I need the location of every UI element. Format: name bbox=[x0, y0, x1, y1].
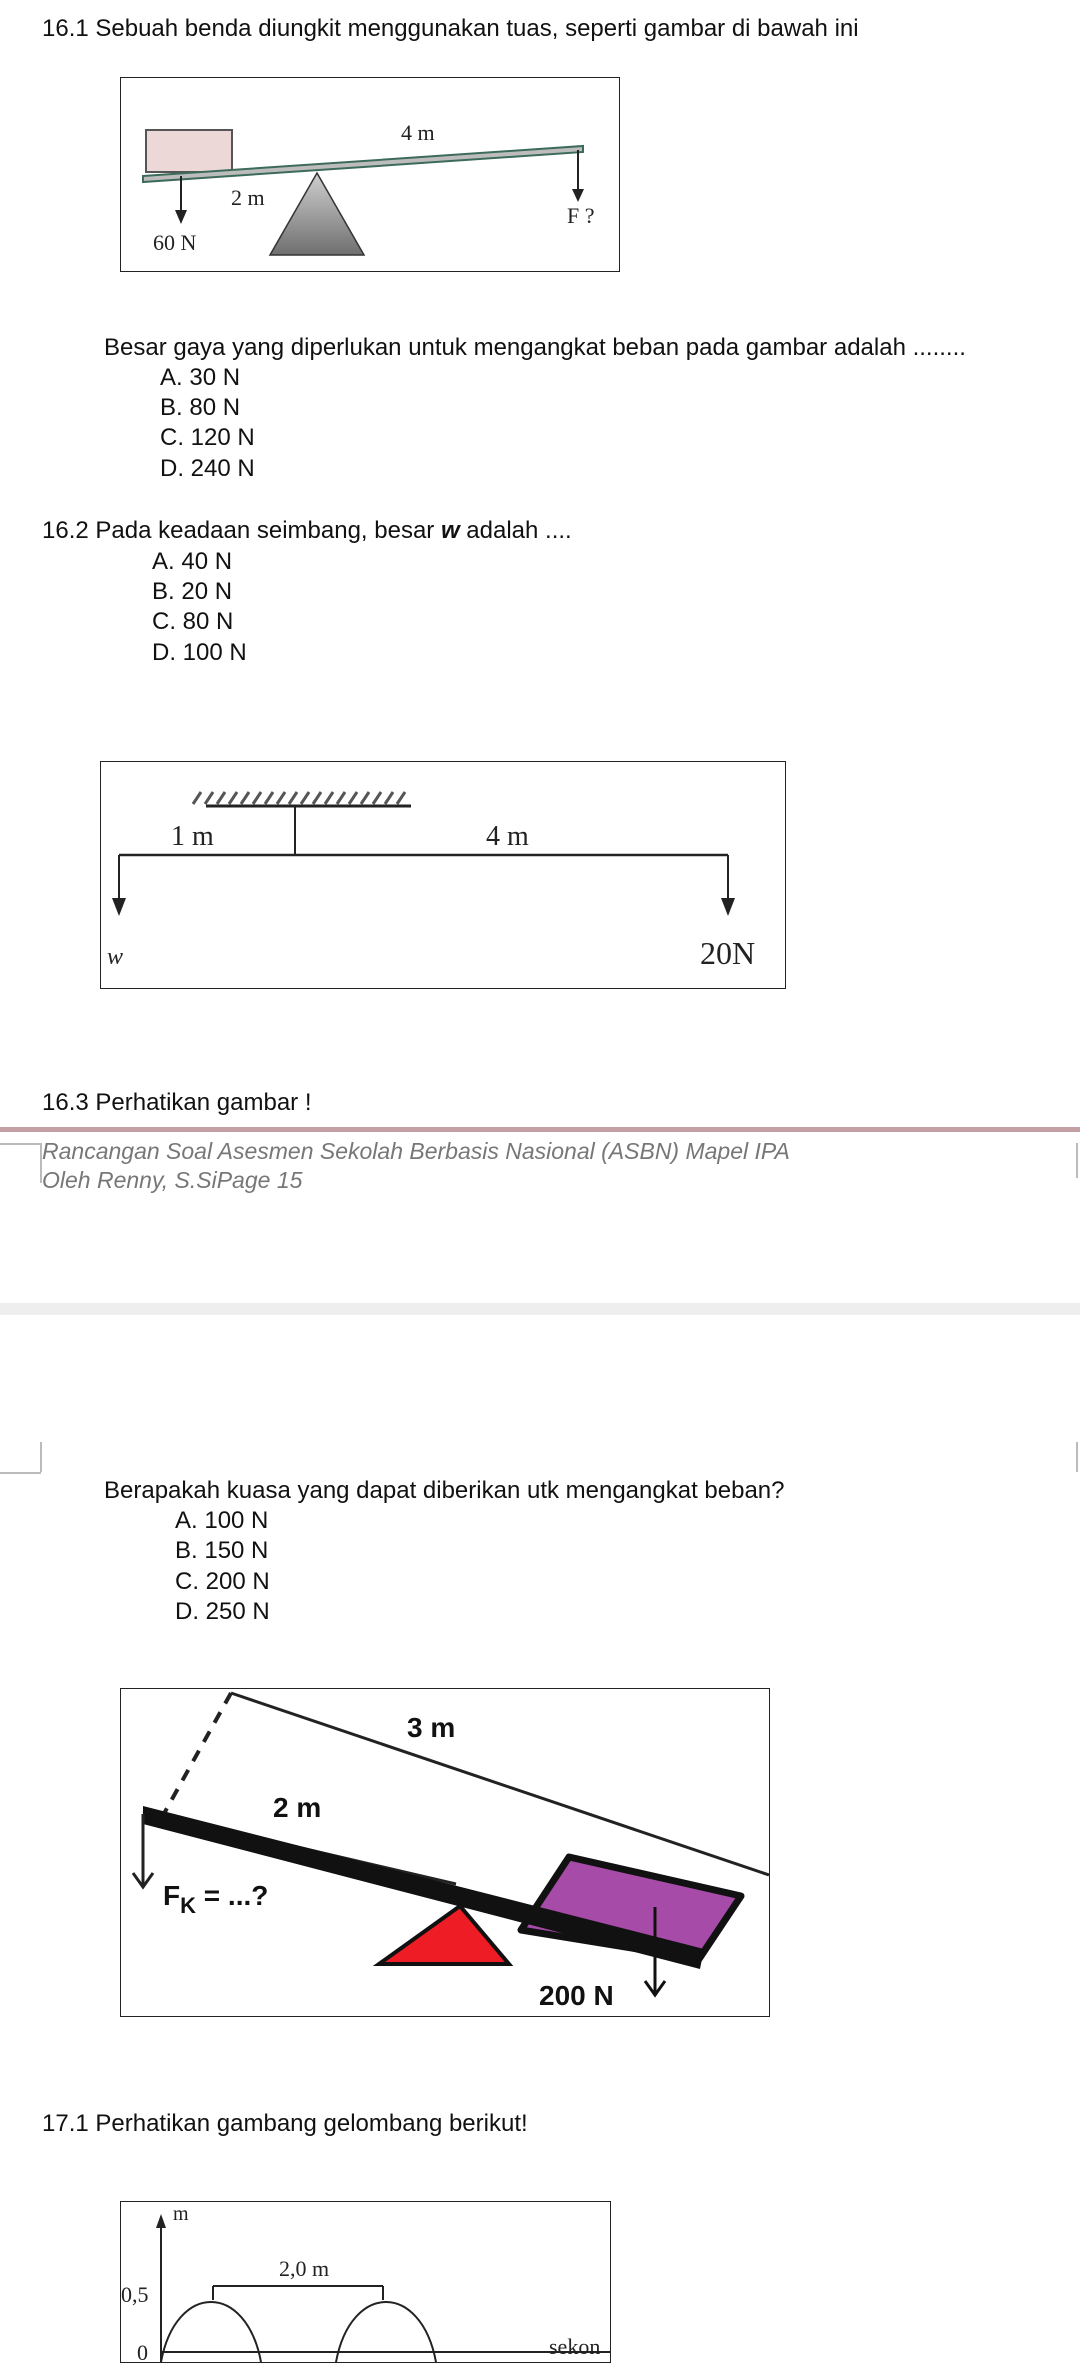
origin-label: 0 bbox=[137, 2340, 148, 2362]
crop-mark bbox=[0, 1143, 40, 1145]
question-16-2-variable: w bbox=[440, 517, 460, 544]
dimension-guide bbox=[161, 1693, 231, 1819]
option-16-2-b[interactable]: B. 20 N bbox=[152, 578, 233, 605]
long-arm-label: 3 m bbox=[407, 1712, 456, 1743]
crop-mark bbox=[1076, 1143, 1078, 1178]
lever-figure-16-2 bbox=[100, 761, 786, 989]
option-16-1-b[interactable]: B. 80 N bbox=[160, 394, 241, 421]
option-16-1-a[interactable]: A. 30 N bbox=[160, 364, 241, 391]
option-16-1-c[interactable]: C. 120 N bbox=[160, 424, 255, 451]
effort-label bbox=[163, 1880, 268, 1918]
left-arm-label: 1 m bbox=[171, 821, 214, 852]
amplitude-label: 0,5 bbox=[121, 2282, 149, 2307]
effort-symbol: F bbox=[163, 1880, 181, 1911]
long-arm-label: 4 m bbox=[401, 120, 435, 145]
dimension-line-long bbox=[231, 1693, 769, 1875]
short-arm-label: 2 m bbox=[273, 1792, 322, 1823]
option-16-3-d[interactable]: D. 250 N bbox=[175, 1598, 270, 1625]
load-label: 60 N bbox=[153, 230, 197, 255]
question-16-2-suffix: adalah .... bbox=[459, 517, 572, 544]
option-16-1-d[interactable]: D. 240 N bbox=[160, 455, 255, 482]
footer-line-2: Oleh Renny, S.SiPage 15 bbox=[42, 1167, 303, 1193]
question-16-3: 16.3 Perhatikan gambar ! bbox=[42, 1089, 312, 1116]
question-17-1: 17.1 Perhatikan gambang gelombang berikut! bbox=[42, 2110, 528, 2137]
y-unit-label: m bbox=[173, 2203, 189, 2225]
question-16-2-prefix: 16.2 Pada keadaan seimbang, besar bbox=[42, 517, 441, 544]
effort-subscript: K bbox=[180, 1893, 196, 1918]
question-16-1: 16.1 Sebuah benda diungkit menggunakan tuas, seperti gambar di bawah ini bbox=[42, 15, 859, 42]
lever-figure-16-1 bbox=[120, 77, 620, 272]
ceiling-hatch bbox=[193, 792, 405, 804]
option-16-3-c[interactable]: C. 200 N bbox=[175, 1568, 270, 1595]
right-load-label: 20N bbox=[700, 935, 756, 971]
force-label: F ? bbox=[567, 203, 595, 228]
wavelength-label: 2,0 m bbox=[279, 2256, 330, 2281]
page-gap bbox=[0, 1303, 1080, 1315]
option-16-2-c[interactable]: C. 80 N bbox=[152, 608, 234, 635]
option-16-2-d[interactable]: D. 100 N bbox=[152, 639, 247, 666]
crop-mark bbox=[1076, 1442, 1078, 1472]
x-unit-label: sekon bbox=[549, 2334, 601, 2359]
fulcrum bbox=[270, 173, 364, 255]
load-label: 200 N bbox=[539, 1980, 614, 2011]
footer-rule bbox=[0, 1127, 1080, 1132]
load-box bbox=[146, 130, 232, 172]
option-16-3-a[interactable]: A. 100 N bbox=[175, 1507, 269, 1534]
footer-line-1: Rancangan Soal Asesmen Sekolah Berbasis Nasional (ASBN) Mapel IPA bbox=[42, 1138, 790, 1164]
right-arm-label: 4 m bbox=[486, 821, 529, 852]
crop-mark bbox=[40, 1442, 42, 1472]
prompt-16-1: Besar gaya yang diperlukan untuk mengangkat beban pada gambar adalah ........ bbox=[104, 334, 966, 361]
crop-mark bbox=[0, 1472, 41, 1474]
option-16-3-b[interactable]: B. 150 N bbox=[175, 1537, 269, 1564]
left-load-label: w bbox=[107, 944, 124, 970]
short-arm-label: 2 m bbox=[231, 185, 265, 210]
lever-figure-16-3 bbox=[120, 1688, 770, 2017]
option-16-2-a[interactable]: A. 40 N bbox=[152, 548, 233, 575]
question-16-2 bbox=[42, 516, 572, 546]
wave-figure-17-1 bbox=[120, 2201, 611, 2363]
fulcrum bbox=[379, 1906, 509, 1964]
prompt-16-3: Berapakah kuasa yang dapat diberikan utk mengangkat beban? bbox=[104, 1477, 785, 1504]
effort-value: = ...? bbox=[196, 1880, 269, 1911]
